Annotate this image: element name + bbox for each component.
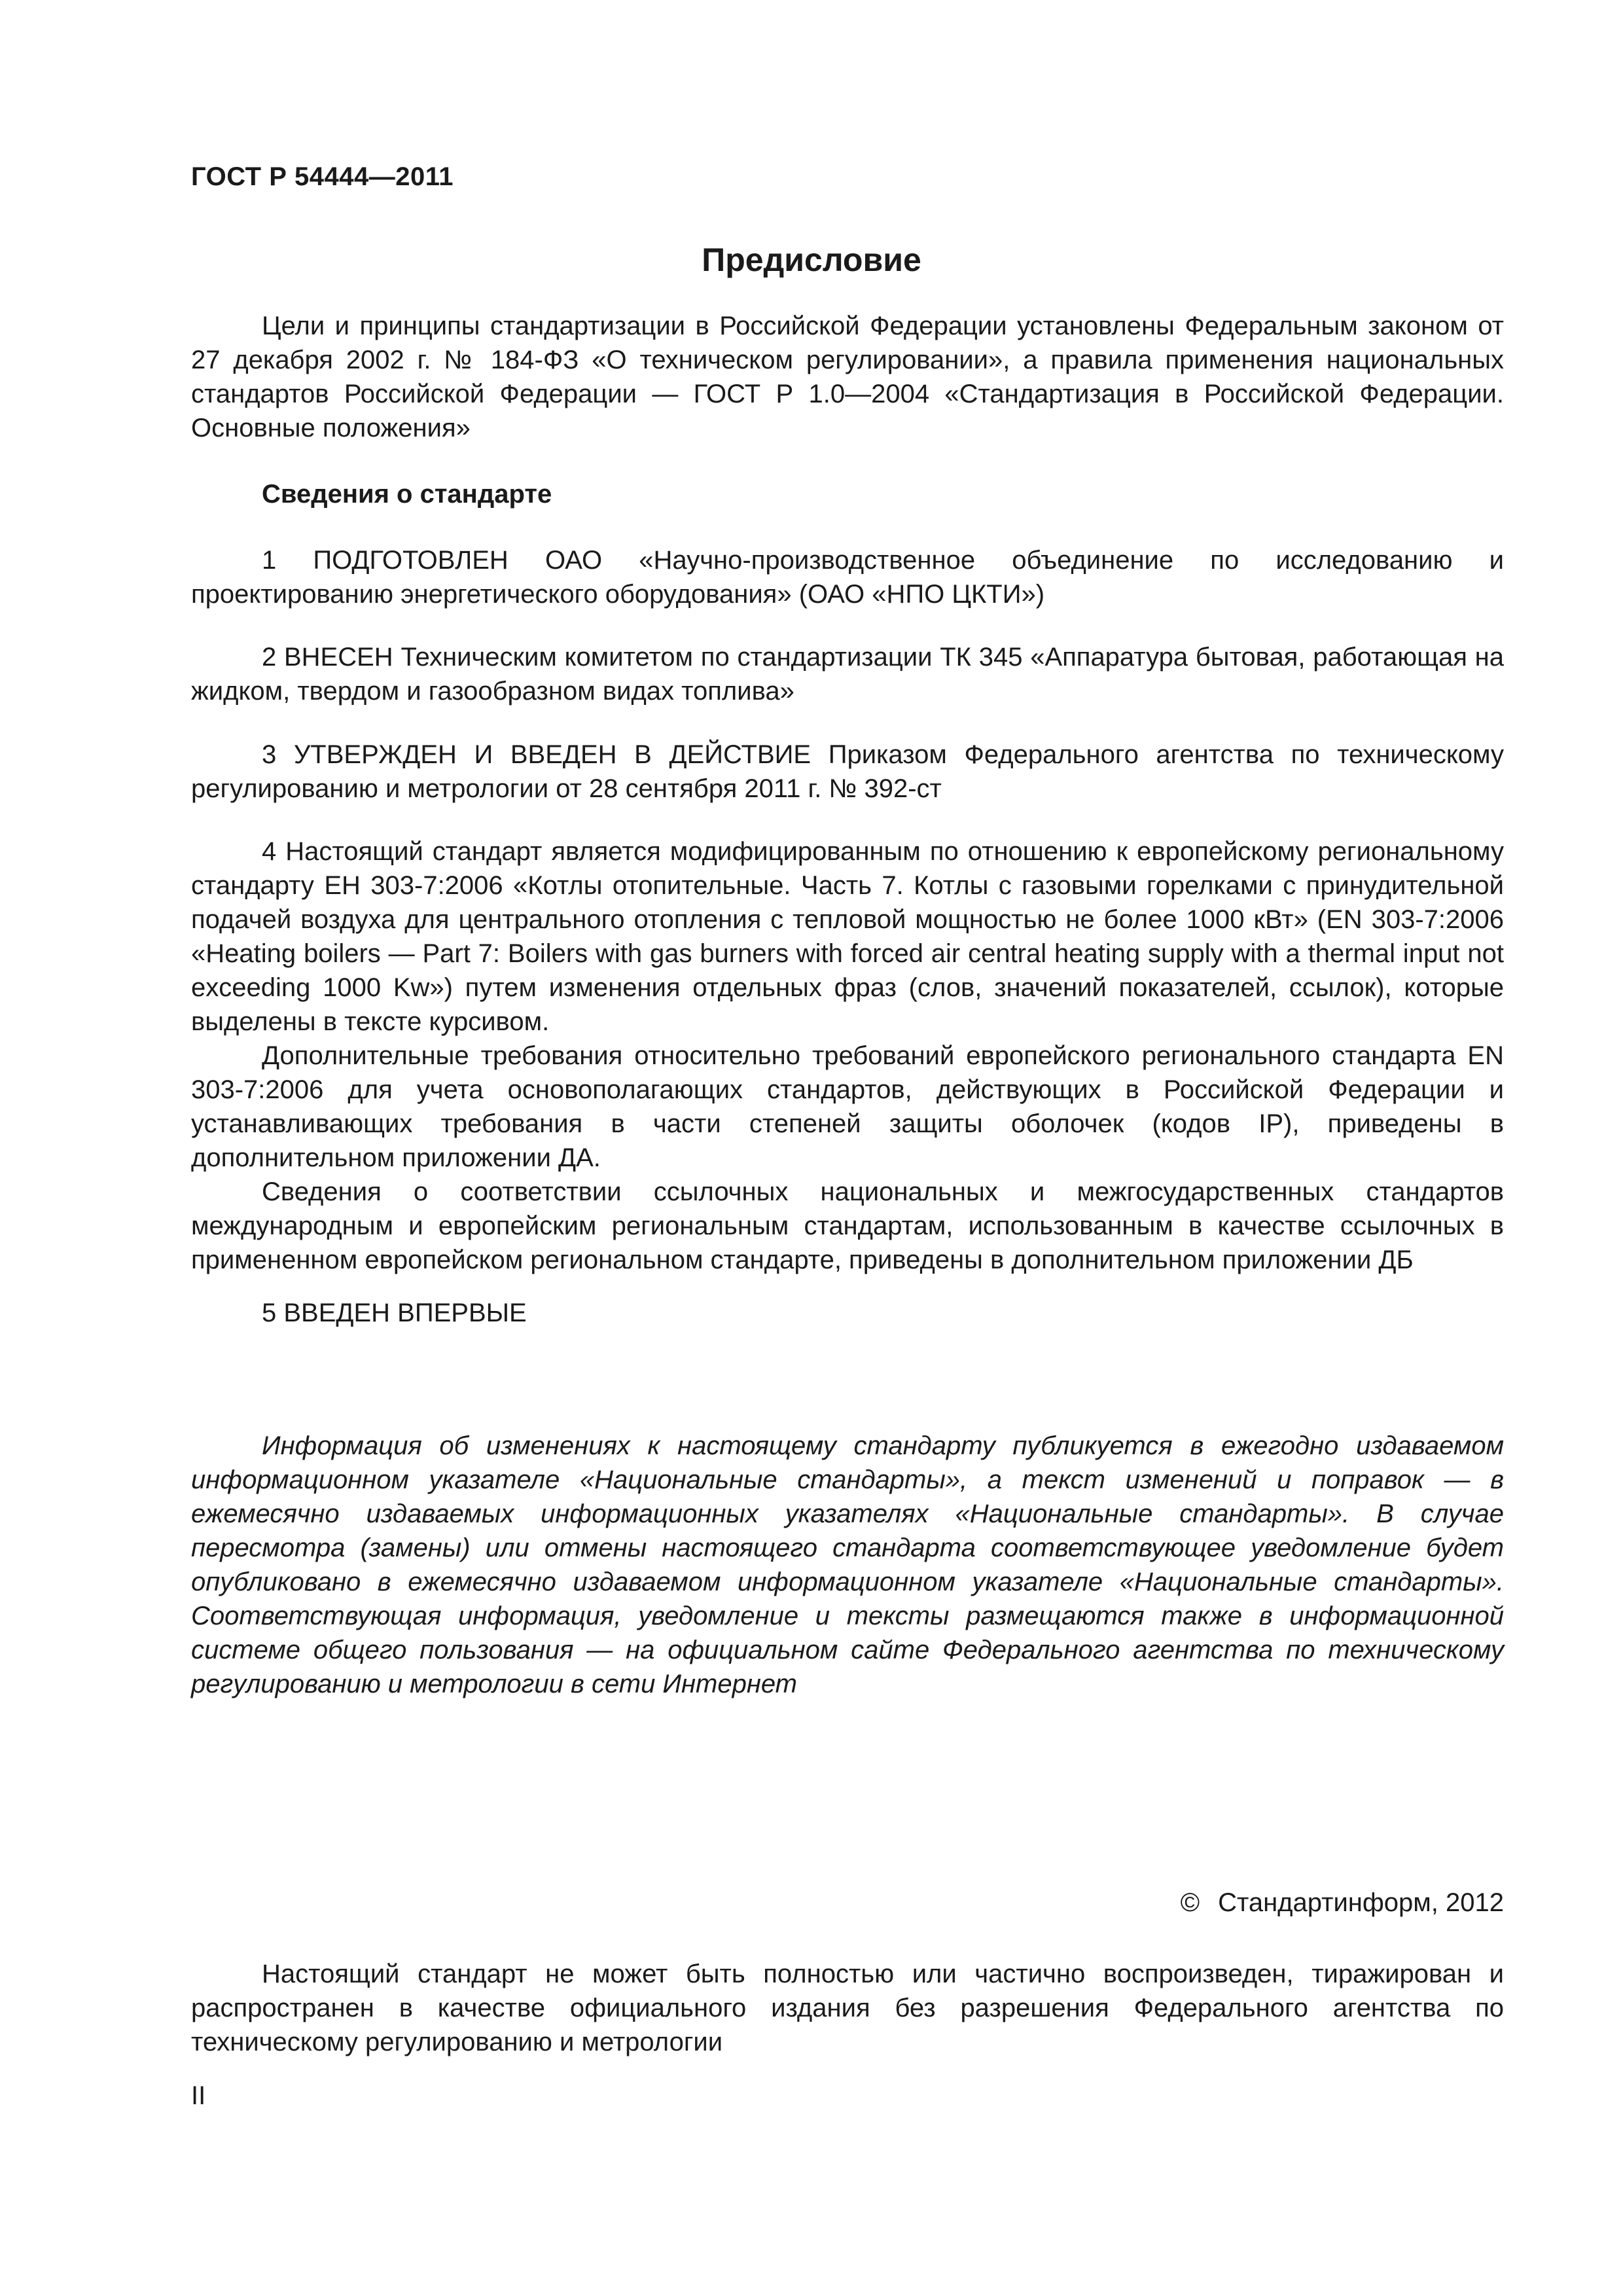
info-heading: Сведения о стандарте bbox=[262, 480, 552, 509]
copyright-line bbox=[1181, 1888, 1504, 1918]
reproduction-notice: Настоящий стандарт не может быть полностью или частично воспроизведен, тиражирован и распространен в качестве официального издания без разрешения Федерального агентства по техническому регулированию и метрологии bbox=[191, 1960, 1504, 2056]
standard-code-header: ГОСТ Р 54444—2011 bbox=[191, 162, 454, 191]
item-1-block bbox=[191, 543, 1504, 611]
item-5: 5 ВВЕДЕН ВПЕРВЫЕ bbox=[262, 1299, 527, 1327]
reproduction-notice-block bbox=[191, 1957, 1504, 2059]
copyright-symbol: © bbox=[1180, 1888, 1200, 1917]
item-5-block bbox=[191, 1296, 1504, 1330]
page-number: II bbox=[191, 2081, 206, 2110]
copyright-text: Стандартинформ, 2012 bbox=[1218, 1888, 1504, 1917]
change-info-notice-block bbox=[191, 1429, 1504, 1701]
change-info-notice: Информация об изменениях к настоящему стандарту публикуется в ежегодно издаваемом информационном указателе «Национальные стандарты», а текст изменений и поправок — в ежемесячно издаваемых информационных указателях «Национальные стандарты». В случае пересмотра (замены) или отмены настоящего стандарта соответствующее уведомление будет опубликовано в ежемесячно издаваемом информационном указателе «Национальные стандарты». Соответствующая информация, уведомление и тексты размещаются также в информационной системе общего пользования — на официальном сайте Федерального агентства по техническому регулированию и метрологии в сети Интернет bbox=[191, 1431, 1504, 1698]
item-4-paragraph-3: Сведения о соответствии ссылочных национальных и межгосударственных стандартов международным и европейским региональным стандартам, использованным в качестве ссылочных в примененном европейском региональном стандарте, приведены в дополнительном приложении ДБ bbox=[191, 1177, 1504, 1274]
item-4-block bbox=[191, 834, 1504, 1277]
item-4: 4 Настоящий стандарт является модифицированным по отношению к европейскому региональному стандарту ЕН 303-7:2006 «Котлы отопительные. Часть 7. Котлы с газовыми горелками с принудительной подачей воздуха для центрального отопления с тепловой мощностью не более 1000 кВт» (EN 303-7:2006 «Heating boilers — Part 7: Boilers with gas burners with forced air central heating supply with a thermal input not exceeding 1000 Kw») путем изменения отдельных фраз (слов, значений показателей, ссылок), которые выделены в тексте курсивом. bbox=[191, 837, 1504, 1036]
item-2: 2 ВНЕСЕН Техническим комитетом по стандартизации ТК 345 «Аппаратура бытовая, работающая на жидком, твердом и газообразном видах топлива» bbox=[191, 643, 1504, 706]
item-3-block bbox=[191, 738, 1504, 806]
intro-paragraph-block bbox=[191, 309, 1504, 445]
item-4-paragraph-2: Дополнительные требования относительно требований европейского регионального стандарта EN 303-7:2006 для учета основополагающих стандартов, действующих в Российской Федерации и устанавливающих требования в части степеней защиты оболочек (кодов IP), приведены в дополнительном приложении ДА. bbox=[191, 1041, 1504, 1172]
item-3: 3 УТВЕРЖДЕН И ВВЕДЕН В ДЕЙСТВИЕ Приказом Федерального агентства по техническому регулированию и метрологии от 28 сентября 2011 г. № 392-ст bbox=[191, 740, 1504, 803]
intro-paragraph: Цели и принципы стандартизации в Российской Федерации установлены Федеральным законом от 27 декабря 2002 г. № 184-ФЗ «О техническом регулировании», а правила применения национальных стандартов Российской Федерации — ГОСТ Р 1.0—2004 «Стандартизация в Российской Федерации. Основные положения» bbox=[191, 312, 1504, 442]
item-1: 1 ПОДГОТОВЛЕН ОАО «Научно-производственное объединение по исследованию и проектированию энергетического оборудования» (ОАО «НПО ЦКТИ») bbox=[191, 546, 1504, 609]
item-2-block bbox=[191, 640, 1504, 708]
page-title: Предисловие bbox=[702, 242, 921, 278]
